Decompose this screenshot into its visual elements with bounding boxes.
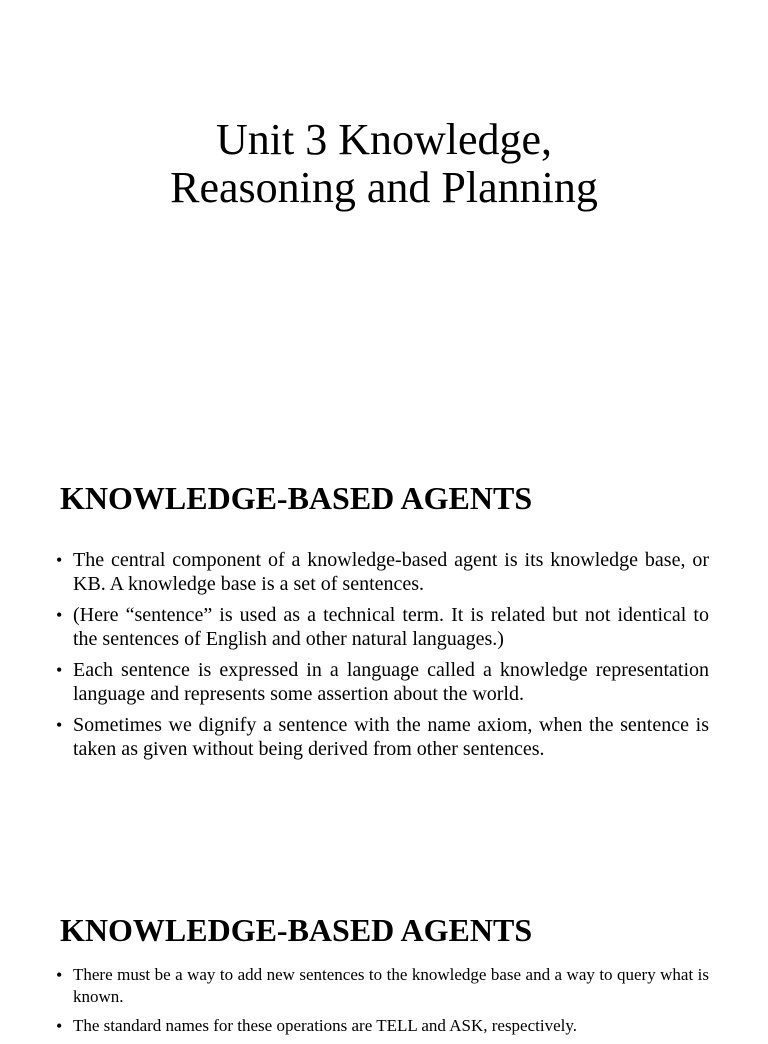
content-slide-knowledge-based-agents-2 [0, 864, 768, 1036]
title-slide [0, 0, 768, 432]
title-line-2: Reasoning and Planning [170, 163, 598, 212]
bullet-icon: • [56, 965, 63, 985]
bullet-icon: • [56, 660, 63, 680]
bullet-item [56, 548, 709, 596]
page-title [0, 116, 768, 212]
bullet-icon: • [56, 550, 63, 570]
slide-heading: KNOWLEDGE-BASED AGENTS [60, 480, 533, 516]
bullet-item [56, 603, 709, 651]
bullet-text: (Here “sentence” is used as a technical term. It is related but not identical to the sentences of English and other natural languages.) [73, 604, 709, 650]
slide-heading: KNOWLEDGE-BASED AGENTS [60, 912, 533, 948]
title-line-1: Unit 3 Knowledge, [215, 115, 553, 164]
bullet-icon: • [56, 715, 63, 735]
bullet-text: The standard names for these operations are TELL and ASK, respectively. [73, 1016, 578, 1035]
bullet-text: Each sentence is expressed in a language called a knowledge representation language and represents some assertion about the world. [73, 659, 709, 705]
bullet-text: The central component of a knowledge-based agent is its knowledge base, or KB. A knowledge base is a set of sentences. [73, 549, 709, 595]
bullet-icon: • [56, 1016, 63, 1036]
bullet-icon: • [56, 605, 63, 625]
bullet-item [56, 1015, 709, 1037]
bullet-item [56, 713, 709, 761]
bullet-text: Sometimes we dignify a sentence with the name axiom, when the sentence is taken as given without being derived from other sentences. [73, 714, 709, 760]
bullet-item [56, 964, 709, 1008]
bullet-text: There must be a way to add new sentences to the knowledge base and a way to query what is known. [73, 965, 709, 1006]
content-slide-knowledge-based-agents [0, 432, 768, 864]
bullet-list [56, 548, 709, 768]
bullet-list [56, 964, 709, 1044]
bullet-item [56, 658, 709, 706]
